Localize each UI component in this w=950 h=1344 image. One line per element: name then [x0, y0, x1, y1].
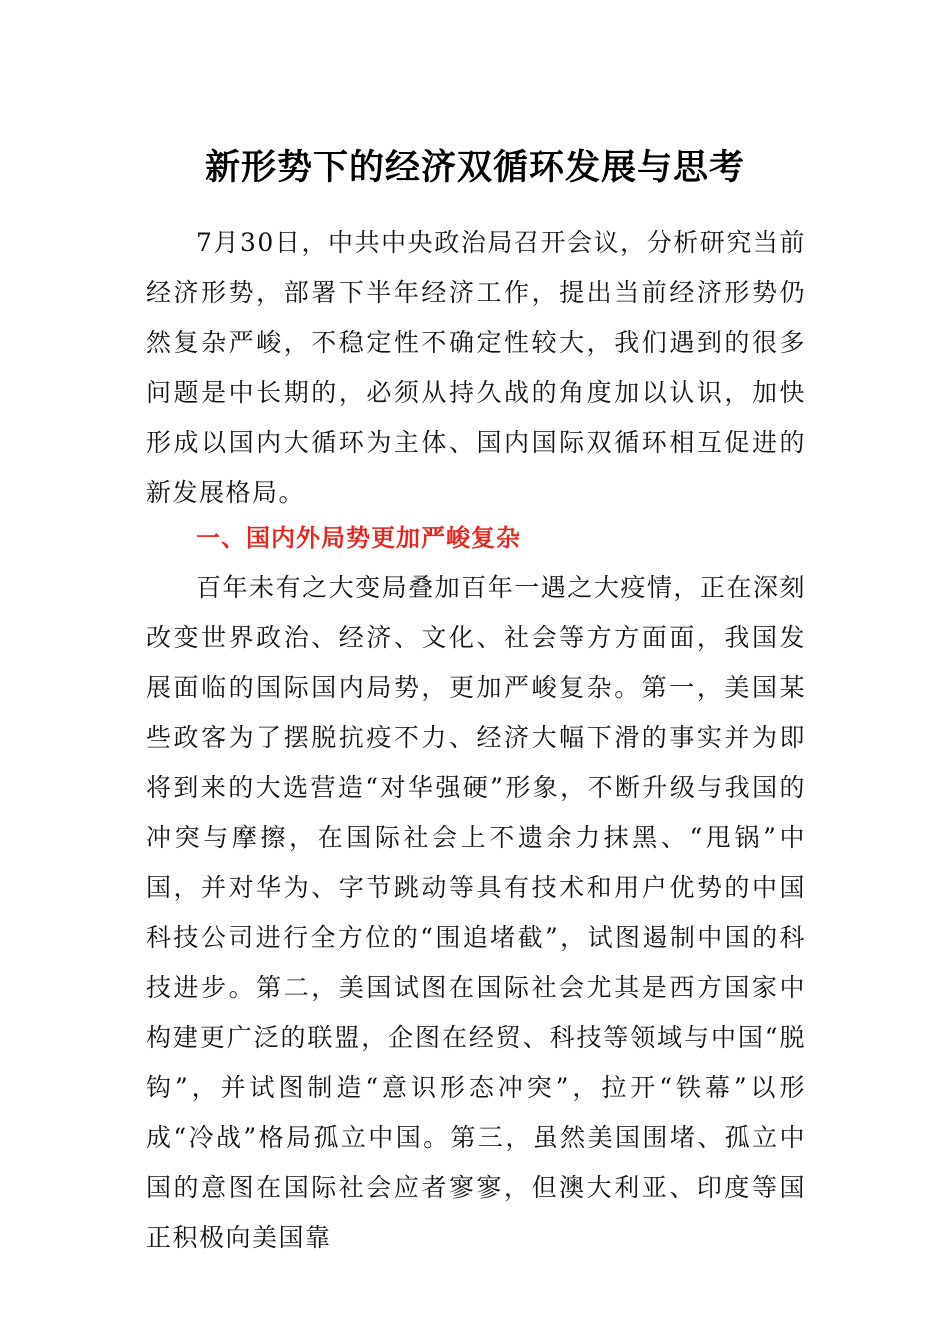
paragraph-intro: 7月30日，中共中央政治局召开会议，分析研究当前经济形势，部署下半年经济工作，提出当前经济形势仍然复杂严峻，不稳定性不确定性较大，我们遇到的很多问题是中长期的，必须从持久战的角度加以认识，加快形成以国内大循环为主体、国内国际双循环相互促进的新发展格局。: [146, 228, 806, 507]
document-title: 新形势下的经济双循环发展与思考: [204, 147, 745, 188]
section-heading-1: 一、国内外局势更加严峻复杂: [196, 524, 521, 552]
paragraph-section-1: 百年未有之大变局叠加百年一遇之大疫情，正在深刻改变世界政治、经济、文化、社会等方方面面，我国发展面临的国际国内局势，更加严峻复杂。第一，美国某些政客为了摆脱抗疫不力、经济大幅下滑的事实并为即将到来的大选营造“对华强硬”形象，不断升级与我国的冲突与摩擦，在国际社会上不遗余力抹黑、“甩锅”中国，并对华为、字节跳动等具有技术和用户优势的中国科技公司进行全方位的“围追堵截”，试图遏制中国的科技进步。第二，美国试图在国际社会尤其是西方国家中构建更广泛的联盟，企图在经贸、科技等领域与中国“脱钩”，并试图制造“意识形态冲突”，拉开“铁幕”以形成“冷战”格局孤立中国。第三，虽然美国围堵、孤立中国的意图在国际社会应者寥寥，但澳大利亚、印度等国正积极向美国靠: [146, 573, 806, 1252]
